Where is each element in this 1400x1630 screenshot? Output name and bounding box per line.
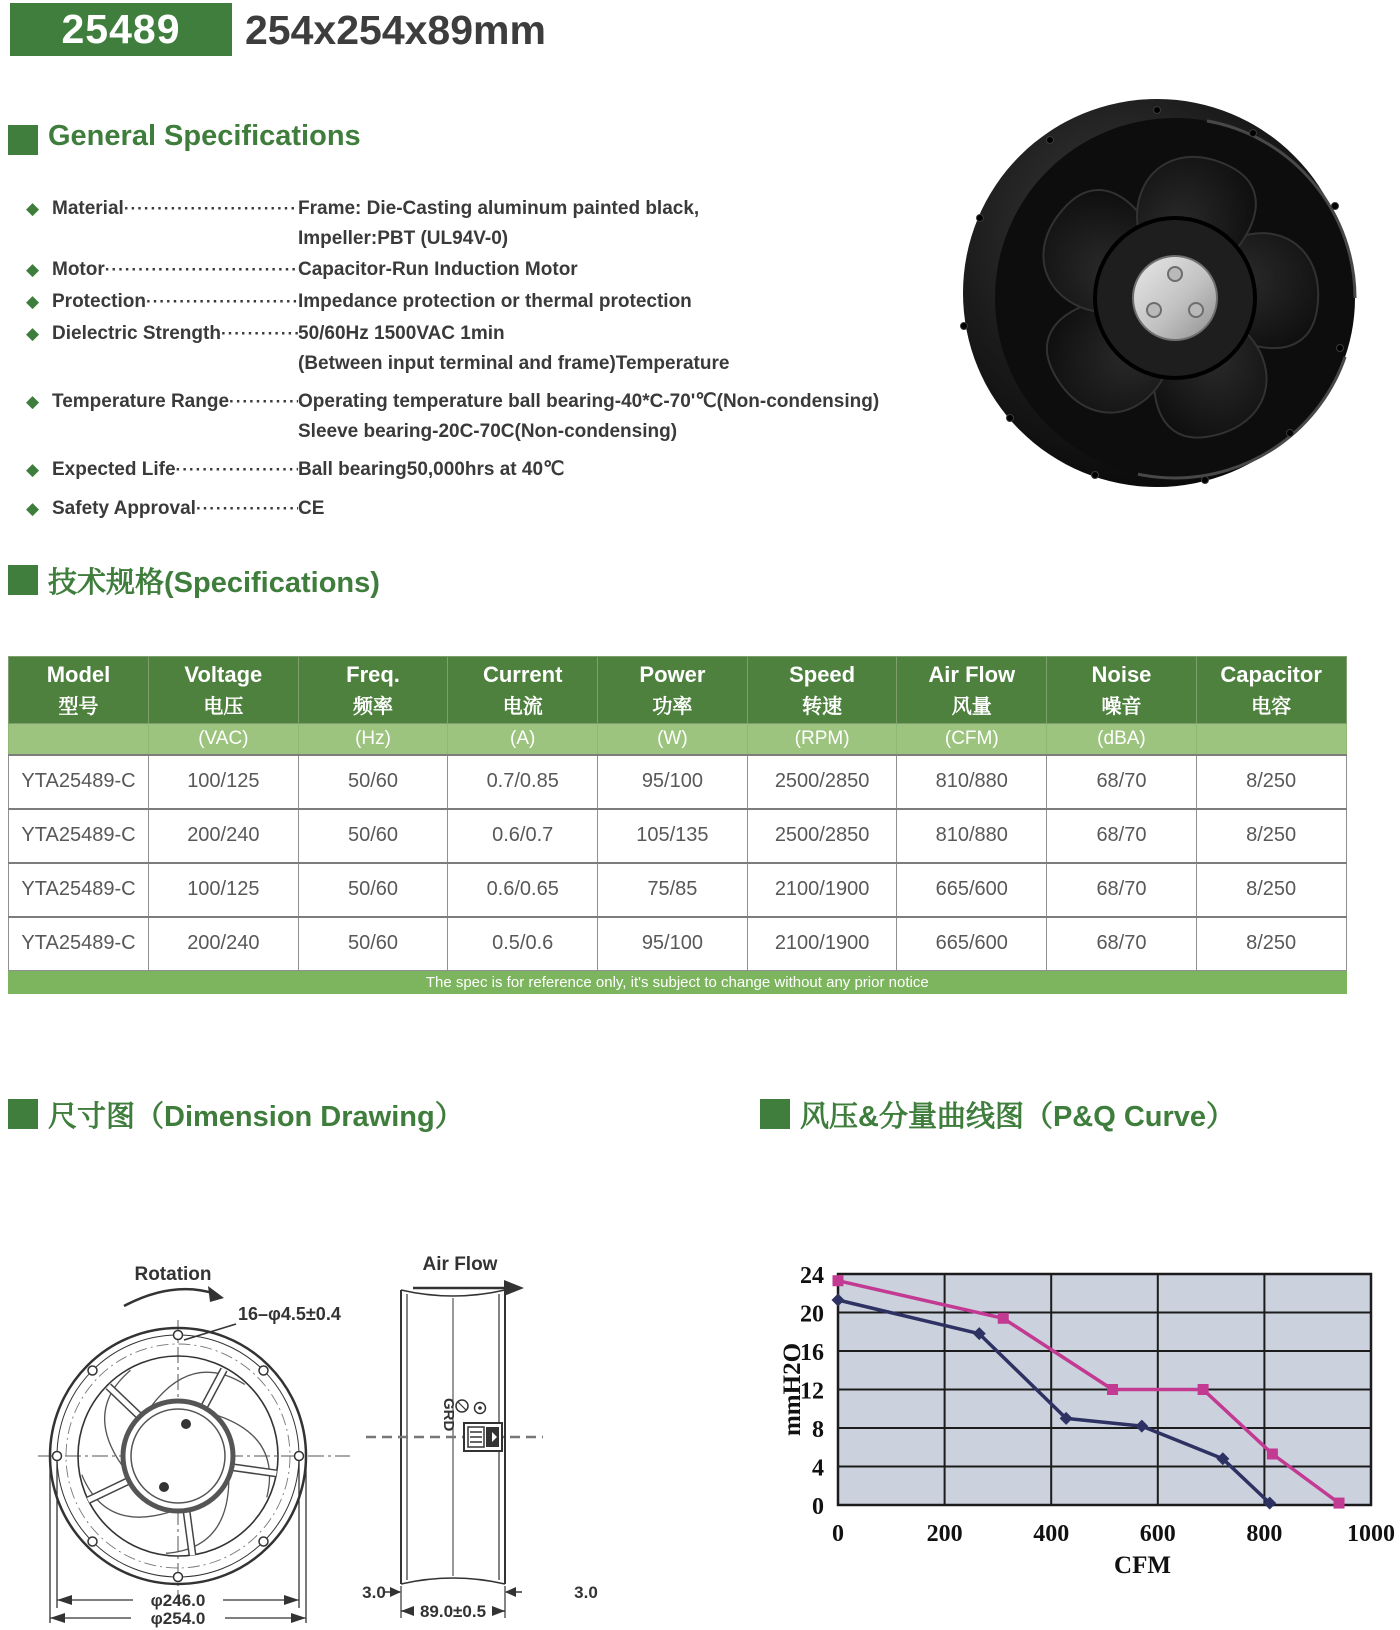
spec-item-value-line: Impedance protection or thermal protection — [298, 291, 692, 312]
table-cell: 0.7/0.85 — [448, 755, 598, 809]
table-cell: 68/70 — [1047, 809, 1197, 863]
table-cell: 0.5/0.6 — [448, 917, 598, 971]
marker-square — [1107, 1384, 1118, 1395]
column-header: Speed 转速 — [747, 657, 897, 724]
spec-item-value-line: (Between input terminal and frame)Temperature — [298, 353, 730, 374]
spec-item-value-line: 50/60Hz 1500VAC 1min — [298, 323, 505, 344]
section-square-icon — [8, 125, 38, 155]
y-tick-label: 16 — [800, 1340, 824, 1366]
table-cell: 100/125 — [149, 755, 299, 809]
x-tick-label: 600 — [1139, 1521, 1176, 1547]
spec-item-value — [298, 319, 729, 379]
table-cell: 95/100 — [598, 917, 748, 971]
marker-square — [1198, 1384, 1209, 1395]
size-title: 254x254x89mm — [245, 7, 546, 53]
spec-item-label: Dielectric Strength — [52, 323, 221, 344]
spec-item-value-line: Impeller:PBT (UL94V-0) — [298, 228, 509, 249]
table-cell: 75/85 — [598, 863, 748, 917]
unit-cell: (A) — [448, 724, 598, 755]
table-cell: 0.6/0.7 — [448, 809, 598, 863]
y-tick-label: 4 — [812, 1455, 824, 1482]
column-header: Capacitor 电容 — [1196, 657, 1346, 724]
mounting-holes-label: 16–φ4.5±0.4 — [238, 1304, 341, 1324]
rotation-label: Rotation — [134, 1264, 212, 1285]
table-cell: 68/70 — [1047, 863, 1197, 917]
grd-label: GRD — [440, 1398, 457, 1432]
table-cell: 8/250 — [1196, 755, 1346, 809]
table-cell: YTA25489-C — [9, 755, 149, 809]
spec-item-value-line: Sleeve bearing-20C-70C(Non-condensing) — [298, 421, 678, 442]
dot-leader — [229, 387, 298, 418]
y-tick-label: 20 — [800, 1301, 824, 1328]
spec-item-label: Protection — [52, 291, 146, 312]
section-square-icon — [760, 1099, 790, 1129]
table-footnote: The spec is for reference only, it's subject to change without any prior notice — [9, 971, 1347, 994]
column-header: Voltage 电压 — [149, 657, 299, 724]
diamond-bullet-icon: ◆ — [26, 260, 40, 279]
unit-cell — [1196, 724, 1346, 755]
spec-section-title: 技术规格(Specifications) — [48, 567, 380, 599]
airflow-label: Air Flow — [422, 1254, 498, 1275]
spec-item-value — [298, 194, 699, 254]
table-cell: 100/125 — [149, 863, 299, 917]
table-cell: 50/60 — [298, 863, 448, 917]
x-tick-label: 800 — [1246, 1521, 1283, 1547]
unit-cell: (dBA) — [1047, 724, 1197, 755]
spec-item-label: Material — [52, 198, 124, 219]
unit-cell: (RPM) — [747, 724, 897, 755]
table-cell: 2100/1900 — [747, 863, 897, 917]
dot-leader — [105, 255, 298, 286]
table-cell: YTA25489-C — [9, 863, 149, 917]
spec-item-value — [298, 255, 578, 285]
y-tick-label: 12 — [800, 1378, 824, 1405]
marker-square — [833, 1275, 844, 1286]
fan-product-image — [935, 88, 1400, 508]
unit-cell: (VAC) — [149, 724, 299, 755]
dimension-section-header — [8, 1094, 464, 1135]
general-specs-header — [8, 120, 361, 155]
spec-item-value-line: Frame: Die-Casting aluminum painted black, — [298, 198, 700, 219]
general-specs-list — [26, 194, 956, 526]
x-tick-label: 1000 — [1347, 1521, 1395, 1547]
diamond-bullet-icon: ◆ — [26, 292, 40, 311]
section-square-icon — [8, 565, 38, 595]
x-tick-label: 400 — [1033, 1521, 1070, 1547]
spec-item — [26, 255, 956, 286]
unit-cell: (Hz) — [298, 724, 448, 755]
y-tick-label: 0 — [812, 1494, 824, 1520]
table-cell: 810/880 — [897, 809, 1047, 863]
y-axis-label: mmH2O — [779, 1342, 806, 1437]
column-header: Freq. 频率 — [298, 657, 448, 724]
dimension-front-view — [28, 1208, 363, 1628]
thickness-left-label: 3.0 — [362, 1583, 386, 1602]
table-cell: 95/100 — [598, 755, 748, 809]
spec-item-value — [298, 455, 564, 485]
table-cell: 200/240 — [149, 917, 299, 971]
spec-item-value — [298, 287, 692, 317]
unit-cell: (W) — [598, 724, 748, 755]
spec-item-value-line: Operating temperature ball bearing-40*C-70'℃(Non-condensing) — [298, 391, 880, 412]
unit-cell — [9, 724, 149, 755]
column-header: Noise 噪音 — [1047, 657, 1197, 724]
dot-leader — [124, 194, 298, 225]
table-cell: 50/60 — [298, 755, 448, 809]
spec-item-value-line: Capacitor-Run Induction Motor — [298, 259, 578, 280]
table-cell: 0.6/0.65 — [448, 863, 598, 917]
spec-item — [26, 319, 956, 379]
inner-diameter-label: φ246.0 — [150, 1591, 206, 1610]
table-row — [9, 863, 1347, 917]
x-axis-label: CFM — [1114, 1552, 1171, 1579]
spec-item-value-line: Ball bearing50,000hrs at 40℃ — [298, 459, 565, 480]
table-row — [9, 755, 1347, 809]
table-cell: 2500/2850 — [747, 755, 897, 809]
table-cell: 105/135 — [598, 809, 748, 863]
table-cell: 2100/1900 — [747, 917, 897, 971]
unit-cell: (CFM) — [897, 724, 1047, 755]
spec-section-header — [8, 560, 380, 601]
spec-item-label: Safety Approval — [52, 498, 196, 519]
spec-item-label: Expected Life — [52, 459, 176, 480]
spec-item-label: Temperature Range — [52, 391, 230, 412]
spec-item — [26, 455, 956, 486]
diamond-bullet-icon: ◆ — [26, 499, 40, 518]
rotation-arrow — [124, 1289, 216, 1306]
marker-square — [1267, 1448, 1278, 1459]
table-cell: 8/250 — [1196, 863, 1346, 917]
general-specs-title: General Specifications — [48, 120, 361, 152]
y-tick-label: 24 — [800, 1263, 824, 1289]
pq-section-header — [760, 1094, 1235, 1135]
table-cell: 810/880 — [897, 755, 1047, 809]
diamond-bullet-icon: ◆ — [26, 324, 40, 343]
table-cell: 200/240 — [149, 809, 299, 863]
diamond-bullet-icon: ◆ — [26, 392, 40, 411]
pq-curve-chart — [700, 1212, 1395, 1622]
terminal-block — [464, 1423, 502, 1451]
table-cell: 8/250 — [1196, 917, 1346, 971]
table-cell: 2500/2850 — [747, 809, 897, 863]
table-row — [9, 917, 1347, 971]
y-tick-label: 8 — [812, 1417, 824, 1443]
outer-diameter-label: φ254.0 — [150, 1609, 206, 1628]
pq-section-title: 风压&分量曲线图（P&Q Curve） — [800, 1101, 1236, 1133]
table-cell: 665/600 — [897, 917, 1047, 971]
spec-item — [26, 494, 956, 525]
marker-square — [998, 1313, 1009, 1324]
table-cell: YTA25489-C — [9, 809, 149, 863]
column-header: Air Flow 风量 — [897, 657, 1047, 724]
x-tick-label: 200 — [926, 1521, 963, 1547]
diamond-bullet-icon: ◆ — [26, 460, 40, 479]
x-tick-label: 0 — [832, 1521, 844, 1547]
table-cell: 68/70 — [1047, 755, 1197, 809]
column-header: Power 功率 — [598, 657, 748, 724]
dot-leader — [146, 287, 298, 318]
spec-item — [26, 387, 956, 447]
spec-item-value — [298, 387, 879, 447]
spec-table — [8, 656, 1347, 994]
spec-item — [26, 287, 956, 318]
spec-item-value-line: CE — [298, 498, 325, 519]
dot-leader — [221, 319, 298, 350]
table-cell: 8/250 — [1196, 809, 1346, 863]
spec-item-label: Motor — [52, 259, 105, 280]
table-cell: YTA25489-C — [9, 917, 149, 971]
column-header: Model 型号 — [9, 657, 149, 724]
table-cell: 50/60 — [298, 809, 448, 863]
spec-item-value — [298, 494, 324, 524]
dimension-section-title: 尺寸图（Dimension Drawing） — [48, 1101, 464, 1133]
dimension-side-view — [358, 1208, 603, 1628]
table-row — [9, 809, 1347, 863]
table-cell: 50/60 — [298, 917, 448, 971]
marker-square — [1334, 1498, 1345, 1509]
dot-leader — [196, 494, 298, 525]
section-square-icon — [8, 1099, 38, 1129]
diamond-bullet-icon: ◆ — [26, 199, 40, 218]
model-badge: 25489 — [10, 3, 232, 56]
table-cell: 68/70 — [1047, 917, 1197, 971]
thickness-right-label: 3.0 — [574, 1583, 598, 1602]
table-cell: 665/600 — [897, 863, 1047, 917]
depth-label: 89.0±0.5 — [419, 1602, 487, 1621]
column-header: Current 电流 — [448, 657, 598, 724]
dot-leader — [176, 455, 298, 486]
spec-item — [26, 194, 956, 254]
